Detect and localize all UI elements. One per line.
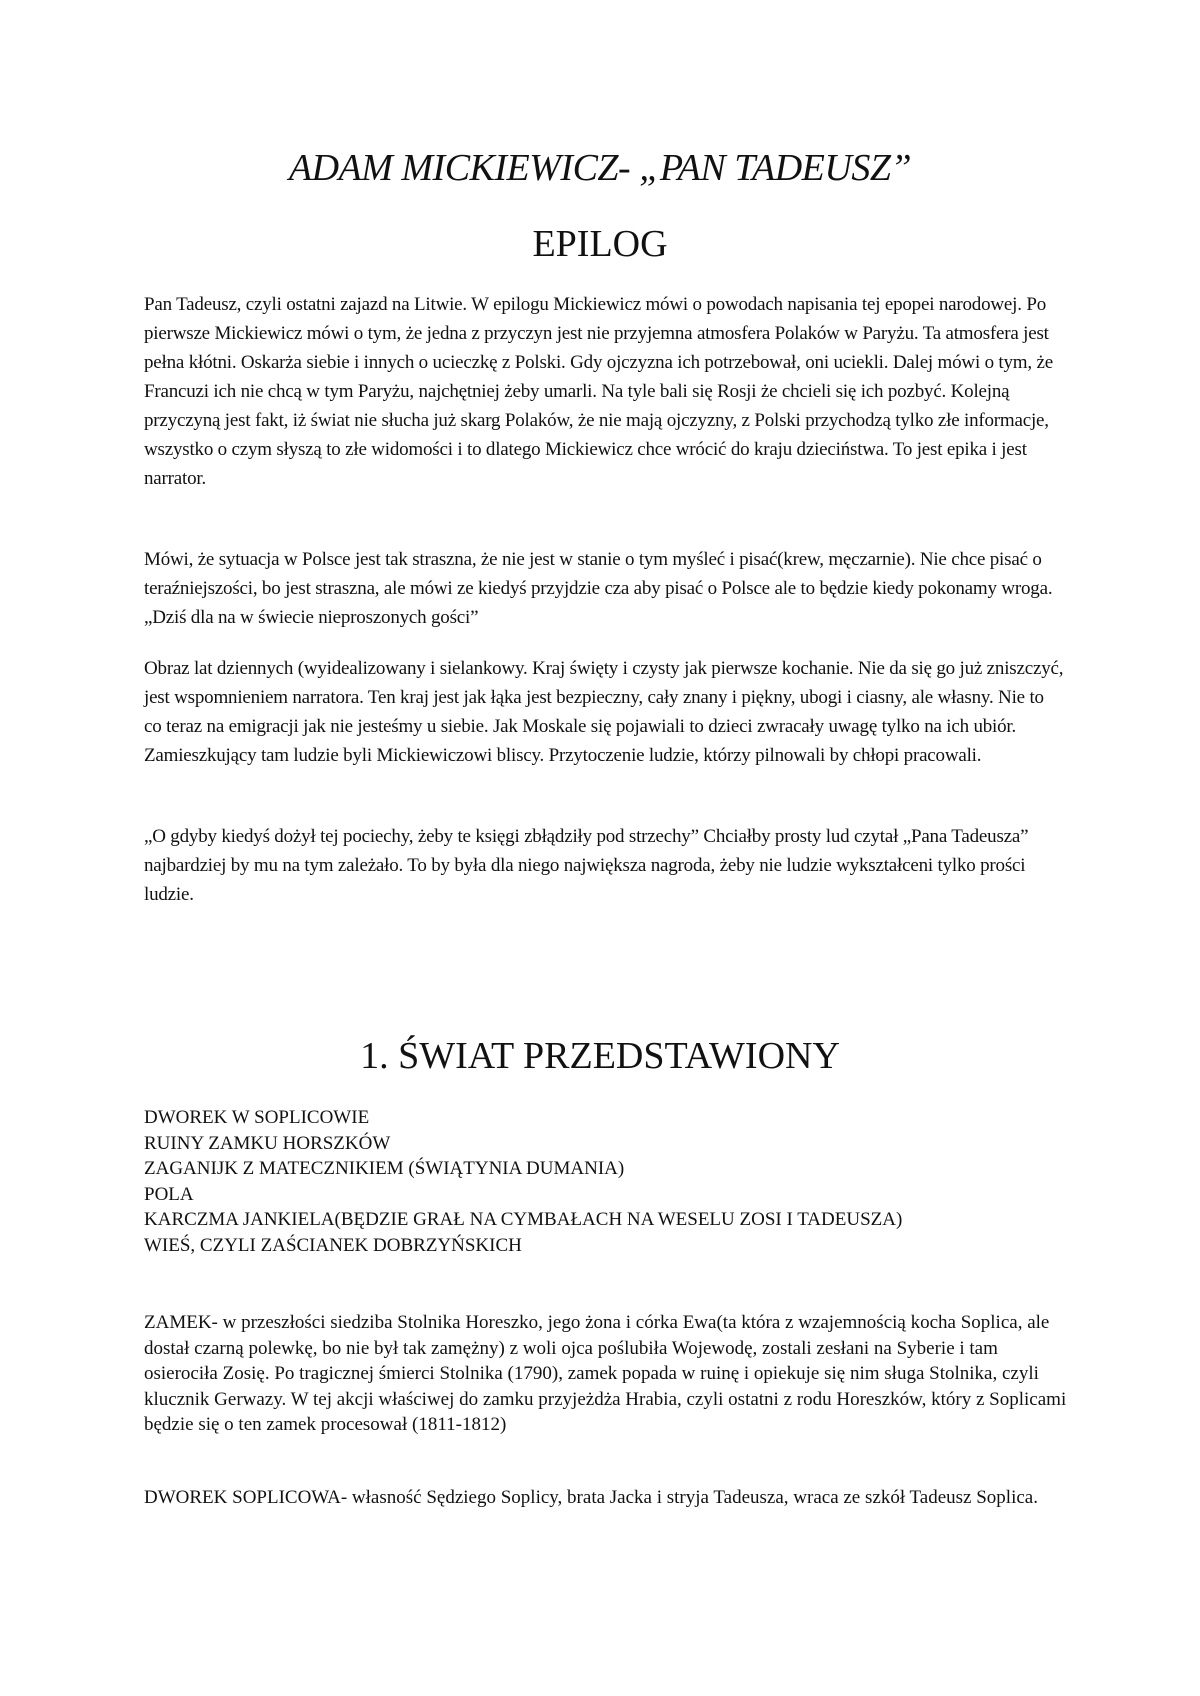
place-item: ZAGANIJK Z MATECZNIKIEM (ŚWIĄTYNIA DUMANIA) — [144, 1158, 625, 1179]
epilog-paragraph-2: Mówi, że sytuacja w Polsce jest tak straszna, że nie jest w stanie o tym myśleć i pisać(krew, męczarnie). Nie chce pisać o teraźniejszości, bo jest straszna, ale mówi ze kiedyś przyjdzie cza aby pisać o Polsce ale to będzie kiedy pokonamy wroga. „Dziś dla na w świecie nieproszonych gości” — [144, 549, 1053, 628]
places-list — [144, 1105, 1084, 1258]
epilog-heading: EPILOG — [532, 223, 668, 265]
epilog-paragraph-4: „O gdyby kiedyś dożył tej pociechy, żeby te księgi zbłądziły pod strzechy” Chciałby prosty lud czytał „Pana Tadeusza” najbardziej by mu na tym zależało. To by była dla niego największa nagroda, żeby nie ludzie wykształceni tylko prości ludzie. — [144, 826, 1029, 905]
manor-description: DWOREK SOPLICOWA- własność Sędziego Soplicy, brata Jacka i stryja Tadeusza, wraca ze szkół Tadeusz Soplica. — [144, 1487, 1038, 1508]
world-heading: 1. ŚWIAT PRZEDSTAWIONY — [360, 1035, 840, 1077]
epilog-paragraph-1: Pan Tadeusz, czyli ostatni zajazd na Litwie. W epilogu Mickiewicz mówi o powodach napisania tej epopei narodowej. Po pierwsze Mickiewicz mówi o tym, że jedna z przyczyn jest nie przyjemna atmosfera Polaków w Paryżu. Ta atmosfera jest pełna kłótni. Oskarża siebie i innych o ucieczkę z Polski. Gdy ojczyzna ich potrzebował, oni uciekli. Dalej mówi o tym, że Francuzi ich nie chcą w tym Paryżu, najchętniej żeby umarli. Na tyle bali się Rosji że chcieli się ich pozbyć. Kolejną przyczyną jest fakt, iż świat nie słucha już skarg Polaków, że nie mają ojczyzny, z Polski przychodzą tylko złe informacje, wszystko o czym słyszą to złe widomości i to dlatego Mickiewicz chce wrócić do kraju dzieciństwa. To jest epika i jest narrator. — [144, 294, 1053, 489]
place-item: POLA — [144, 1183, 194, 1205]
castle-description: ZAMEK- w przeszłości siedziba Stolnika Horeszko, jego żona i córka Ewa(ta która z wzajemnością kocha Soplica, ale dostał czarną polewkę, bo nie był tak zamężny) z woli ojca poślubiła Wojewodę, zostali zesłani na Syberie i tam osierociła Zosię. Po tragicznej śmierci Stolnika (1790), zamek popada w ruinę i opiekuje się nim sługa Stolnika, czyli klucznik Gerwazy. W tej akcji właściwej do zamku przyjeżdża Hrabia, czyli ostatni z rodu Horeszków, który z Soplicami będzie się o ten zamek procesował (1811-1812) — [144, 1312, 1067, 1435]
epilog-paragraph-3: Obraz lat dziennych (wyidealizowany i sielankowy. Kraj święty i czysty jak pierwsze kochanie. Nie da się go już zniszczyć, jest wspomnieniem narratora. Ten kraj jest jak łąka jest bezpieczny, cały znany i piękny, ubogi i ciasny, ale własny. Nie to co teraz na emigracji jak nie jesteśmy u siebie. Jak Moskale się pojawiali to dzieci zwracały uwagę tylko na ich ubiór. Zamieszkujący tam ludzie byli Mickiewiczowi bliscy. Przytoczenie ludzie, którzy pilnowali by chłopi pracowali. — [144, 658, 1064, 766]
document-title: ADAM MICKIEWICZ- „PAN TADEUSZ” — [288, 147, 912, 189]
place-item: DWOREK W SOPLICOWIE — [144, 1107, 370, 1128]
place-item: KARCZMA JANKIELA(BĘDZIE GRAŁ NA CYMBAŁACH NA WESELU ZOSI I TADEUSZA) — [144, 1209, 903, 1230]
place-item: WIEŚ, CZYLI ZAŚCIANEK DOBRZYŃSKICH — [144, 1234, 522, 1256]
place-item: RUINY ZAMKU HORSZKÓW — [144, 1132, 391, 1154]
